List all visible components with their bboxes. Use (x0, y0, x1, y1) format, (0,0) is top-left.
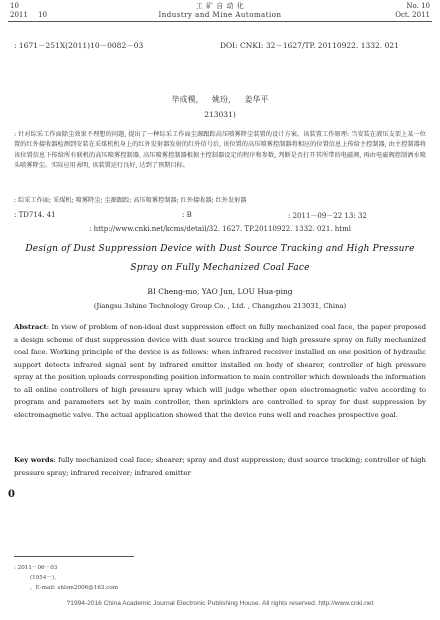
title-en: Design of Dust Suppression Device with Dust Source Tracking and High Pressure Spray on Fully Mechanized Coal Face (25, 244, 415, 273)
abstract-en (14, 321, 426, 421)
clc-number: : TD714. 41 (14, 211, 56, 219)
journal-header-center (0, 2, 440, 20)
classification-line (14, 211, 426, 221)
footnote-received-date: : 2011－06－03 (14, 565, 58, 571)
keywords-en (14, 454, 426, 479)
journal-header-right (395, 2, 430, 20)
header-rule (8, 21, 432, 22)
issue-number: No. 10 (406, 2, 430, 10)
authors-cn: 毕成模， 姚玢， 姜华平 (171, 95, 269, 104)
abstract-en-label: Abstract (14, 323, 47, 331)
journal-name-en: Industry and Mine Automation (158, 11, 282, 19)
header-left-top: 10 (10, 2, 19, 10)
document-code: : B (182, 211, 192, 219)
keywords-cn: : 综采工作面; 采煤机; 喷雾降尘; 尘源跟踪; 高压喷雾控制器; 红外接收器; 红外发射器 (14, 197, 247, 204)
article-issn: : 1671－251X(2011)10－0082－03 (14, 41, 144, 50)
abstract-en-text: : In view of problem of non-ideal dust suppression effect on fully mechanized coal face, the paper proposed a design scheme of dust suppression device with dust source tracking and high pressure spray on fully mechanized coal face. Working principle of the device is as follows: when infrared receiver installed on one position of hydraulic support detects infrared signal sent by infrared emitter installed on body of shearer, controller of high pressure spray at the position uploads corresponding position information to main controller which downloads the information to all online controllers of high pressure spray which will judge whether open electromagnetic valve according to program and parameters set by main controller, then sprinklers are controlled to spray for dust suppression by electromagnetic valve. The actual application showed that the device runs well and reaches prospective goal. (14, 323, 426, 419)
issue-date: Oct. 2011 (395, 11, 430, 19)
copyright-notice: ?1994-2016 China Academic Journal Electronic Publishing House. All rights reserved. http://www.cnki.net (66, 600, 374, 607)
keywords-en-text: : fully mechanized coal face; shearer; spray and dust suppression; dust source tracking; controller of high pressure spray; infrared receiver; infrared emitter (14, 456, 426, 477)
article-doi: DOI: CNKI: 32－1627/TP. 20110922. 1332. 021 (220, 41, 399, 50)
keywords-en-label: Key words (14, 456, 54, 464)
section-heading-0: 0 (8, 489, 15, 500)
footnote-author-bio: (1954－), (30, 575, 56, 581)
journal-name-cn: 工 矿 自 动 化 (195, 2, 245, 10)
online-url: : http://www.cnki.net/kcms/detail/32. 1627. TP.20110922. 1332. 021. html (89, 225, 351, 233)
publication-date: : 2011－09－22 13: 32 (288, 212, 367, 220)
affiliation-en: (Jiangsu 3shine Technology Group Co. , Ltd. , Changzhou 213031, China) (93, 302, 347, 310)
footnote-email: 。E-mail: shlsm2006@163.com (30, 585, 119, 591)
affiliation-cn: 213031) (204, 110, 236, 119)
abstract-cn: : 针对综采工作面除尘效果不理想的问题, 提出了一种综采工作面尘源跟踪高压喷雾降尘装置的设计方案。该装置工作原理: 当安装在液压支架上某一位置的红外接收器检测到安装在采煤机机身上的红外发射器发射的红外信号后, 该位置的高压喷雾控制器将相应的位置信息上传给主控制器, 由主控制器将该位置信息下传给所有联机的高压喷雾控制器, 高压喷雾控制器根据主控制器设定的程序和参数, 判断是否打开其所带的电磁阀, 再由电磁阀控制洒水喷头喷雾降尘。实际应用表明, 该装置运行良好, 达到了预期目标。 (14, 131, 426, 169)
header-left-volume: 10 (38, 11, 47, 19)
footnote-rule (14, 556, 134, 557)
authors-en: BI Cheng-mo, YAO Jun, LOU Hua-ping (147, 287, 293, 296)
header-left-year: 2011 (10, 11, 28, 19)
